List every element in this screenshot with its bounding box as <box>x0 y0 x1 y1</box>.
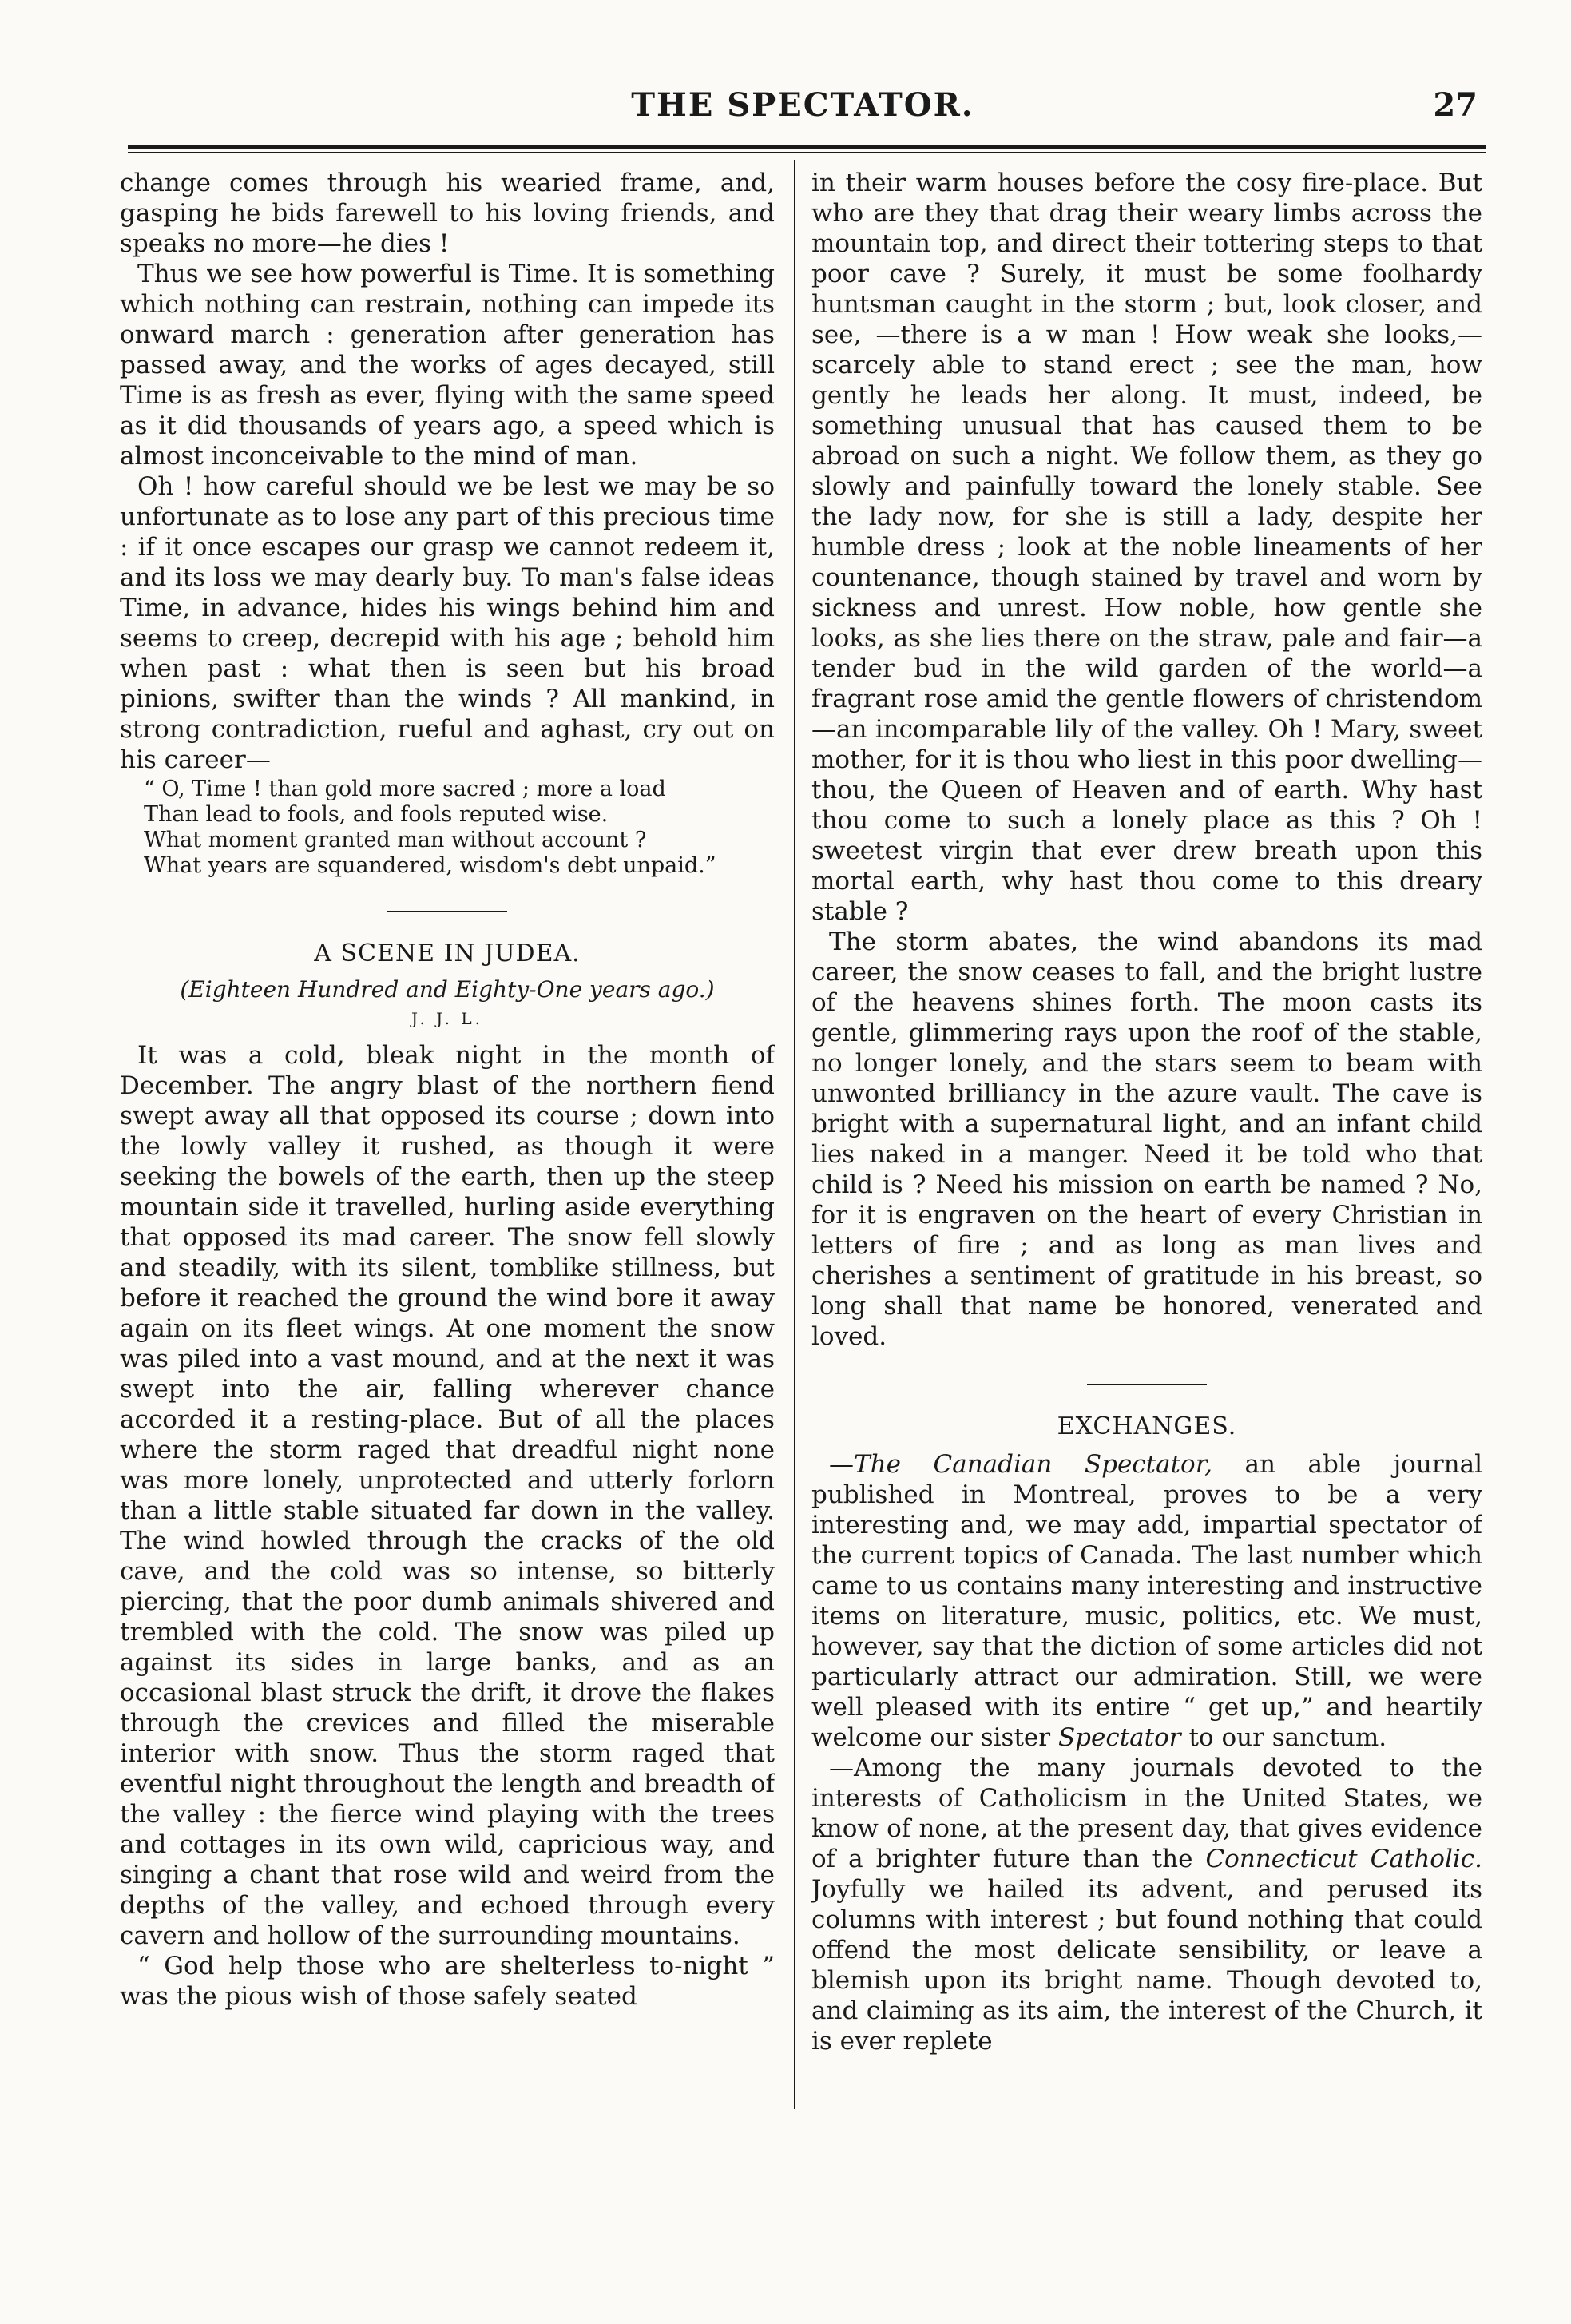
paragraph: It was a cold, bleak night in the month of December. The angry blast of the northern fiend swept away all that opposed its course ; down into the lowly valley it rushed, as though it were seeking the bowels of the earth, then up the steep mountain side it travelled, hurling aside everything that opposed its mad career. The snow fell slowly and steadily, with its silent, tomblike stillness, but before it reached the ground the wind bore it away again on its fleet wings. At one moment the snow was piled into a vast mound, and at the next it was swept into the air, falling wherever chance accorded it a resting-place. But of all the places where the storm raged that dreadful night none was more lonely, unprotected and utterly forlorn than a little stable situated far down in the valley. The wind howled through the cracks of the old cave, and the cold was so intense, so bitterly piercing, that the poor dumb animals shivered and trembled with the cold. The snow was piled up against its sides in large banks, and as an occasional blast struck the drift, it drove the flakes through the crevices and filled the miserable interior with snow. Thus the storm raged that eventful night throughout the length and breadth of the valley : the fierce wind playing with the trees and cottages in its own wild, capricious way, and singing a chant that rose wild and weird from the depths of the valley, and echoed through every cavern and hollow of the surrounding mountains. <box>120 1041 775 1950</box>
poem-line: “ O, Time ! than gold more sacred ; more a load <box>144 777 666 801</box>
exchange-text: Joyfully we hailed its advent, and perused its columns with interest ; but found nothing that could offend the most delicate sensibility, or leave a blemish upon its bright name. Though devoted to, and claiming as its aim, the interest of the Church, it is ever replete <box>811 1875 1482 2056</box>
page-number: 27 <box>1433 86 1478 124</box>
exchanges-heading: EXCHANGES. <box>1057 1412 1237 1440</box>
column-divider <box>794 160 795 2109</box>
left-column <box>120 168 775 2117</box>
section-divider <box>1087 1384 1207 1385</box>
header-rule <box>128 145 1486 149</box>
poem-line: Than lead to fools, and fools reputed wise. <box>144 802 609 827</box>
poem-line: What moment granted man without account ? <box>144 828 647 852</box>
paragraph: Thus we see how powerful is Time. It is something which nothing can restrain, nothing can impede its onward march : generation after generation has passed away, and the works of ages decayed, still Time is as fresh as ever, flying with the same speed as it did thousands of years ago, a speed which is almost inconceivable to the mind of man. <box>120 260 775 471</box>
section-divider <box>387 911 507 912</box>
paragraph: The storm abates, the wind abandons its mad career, the snow ceases to fall, and the bright lustre of the heavens shines forth. The moon casts its gentle, glimmering rays upon the roof of the stable, no longer lonely, and the stars seem to beam with unwonted brilliancy in the azure vault. The cave is bright with a supernatural light, and an infant child lies naked in a manger. Need it be told who that child is ? Need his mission on earth be named ? No, for it is engraven on the heart of every Christian in letters of fire ; and as long as man lives and cherishes a sentiment of gratitude in his breast, so long shall that name be honored, venerated and loved. <box>811 928 1482 1351</box>
exchange-item: —The Canadian Spectator, an able journal published in Montreal, proves to be a very interesting and, we may add, impartial spectator of the current topics of Canada. The last number which came to us contains many interesting and instructive items on literature, music, politics, etc. We must, however, say that the diction of some articles did not particularly attract our admiration. Still, we were well pleased with its entire “ get up,” and heartily welcome our sister Spectator to our sanctum. <box>811 1450 1482 1752</box>
exchange-text: to our sanctum. <box>1180 1723 1387 1752</box>
right-column <box>811 168 1482 2117</box>
journal-name: Connecticut Catholic. <box>1205 1845 1482 1873</box>
paragraph: in their warm houses before the cosy fire-place. But who are they that drag their weary limbs across the mountain top, and direct their tottering steps to that poor cave ? Surely, it must be some foolhardy huntsman caught in the storm ; but, look closer, and see, —there is a w man ! How weak she looks,— scarcely able to stand erect ; see the man, how gently he leads her along. It must, indeed, be something unusual that has caused them to be abroad on such a night. We follow them, as they go slowly and painfully toward the lonely stable. See the lady now, for she is still a lady, despite her humble dress ; look at the noble lineaments of her countenance, though stained by travel and worn by sickness and unrest. How noble, how gentle she looks, as she lies there on the straw, pale and fair—a tender bud in the wild garden of the world—a fragrant rose amid the gentle flowers of christendom—an incomparable lily of the valley. Oh ! Mary, sweet mother, for it is thou who liest in this poor dwelling—thou, the Queen of Heaven and of earth. Why hast thou come to such a lonely place as this ? Oh ! sweetest virgin that ever drew breath upon this mortal earth, why hast thou come to this dreary stable ? <box>811 169 1482 926</box>
paragraph: “ God help those who are shelterless to-night ” was the pious wish of those safely seated <box>120 1952 775 2011</box>
poem-line: What years are squandered, wisdom's debt unpaid.” <box>144 853 716 878</box>
exchange-text: an able journal published in Montreal, proves to be a very interesting and, we may add, impartial spectator of the current topics of Canada. The last number which came to us contains many interesting and instructive items on literature, music, politics, etc. We must, however, say that the diction of some articles did not particularly attract our admiration. Still, we were well pleased with its entire “ get up,” and heartily welcome our sister <box>811 1450 1482 1752</box>
running-head <box>128 80 1478 136</box>
article-subheading: (Eighteen Hundred and Eighty-One years ago.) <box>180 976 715 1003</box>
header-rule-thin <box>128 152 1486 153</box>
paragraph: change comes through his wearied frame, and, gasping he bids farewell to his loving friends, and speaks no more—he dies ! <box>120 169 775 258</box>
article-heading: A SCENE IN JUDEA. <box>314 940 581 967</box>
paragraph: Oh ! how careful should we be lest we may be so unfortunate as to lose any part of this precious time : if it once escapes our grasp we cannot redeem it, and its loss we may dearly buy. To man's false ideas Time, in advance, hides his wings behind him and seems to creep, decrepid with his age ; behold him when past : what then is seen but his broad pinions, swifter than the winds ? All mankind, in strong contradiction, rueful and aghast, cry out on his career— <box>120 472 775 774</box>
poem-quote <box>144 777 775 879</box>
article-byline: J. J. L. <box>411 1009 483 1028</box>
journal-name: The Canadian Spectator, <box>854 1450 1212 1479</box>
exchange-text: —Among the many journals devoted to the interests of Catholicism in the United States, we know of none, at the present day, that gives evidence of a brighter future than the <box>811 1754 1482 1873</box>
exchange-item <box>811 1753 1482 2056</box>
journal-name: Spectator <box>1057 1723 1181 1752</box>
journal-title: THE SPECTATOR. <box>631 86 974 124</box>
